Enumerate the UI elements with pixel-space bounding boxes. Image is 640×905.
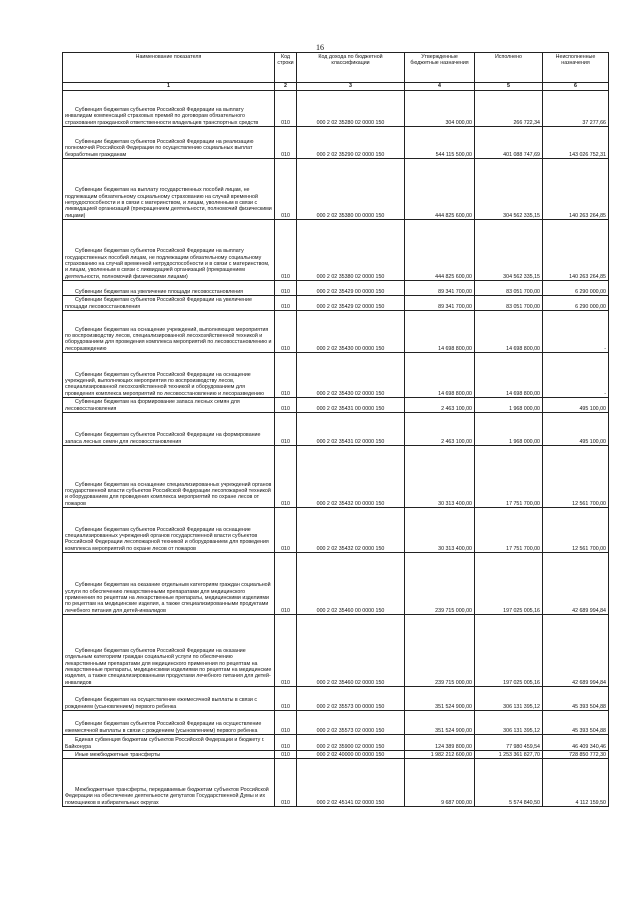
executed-amount: 306 131 395,12 — [475, 711, 543, 735]
table-body — [63, 91, 609, 807]
income-code: 000 2 02 35432 02 0000 150 — [297, 508, 405, 553]
income-code: 000 2 02 35380 02 0000 150 — [297, 220, 405, 281]
indicator-name: Субвенции бюджетам субъектов Российской Федерации на осуществление ежемесячной выплаты в связи с рождением (усыновлением) первого ребенка — [63, 711, 275, 735]
unexecuted-amount: 495 100,00 — [543, 413, 609, 446]
indicator-name: Субвенции бюджетам на оснащение учреждений, выполняющих мероприятия по воспроизводству лесов, специализированной лесохозяйственной техникой и оборудованием для проведения комплекса мероприятий по лесовосстановлению и лесоразведению — [63, 311, 275, 353]
table-row — [63, 446, 609, 508]
approved-amount: 444 825 600,00 — [405, 220, 475, 281]
income-code: 000 2 02 35460 00 0000 150 — [297, 553, 405, 615]
table-row — [63, 413, 609, 446]
income-code: 000 2 02 35280 02 0000 150 — [297, 91, 405, 127]
approved-amount: 304 000,00 — [405, 91, 475, 127]
unexecuted-amount: 143 026 752,31 — [543, 127, 609, 159]
indicator-name: Иные межбюджетные трансферты — [63, 751, 275, 759]
table-row — [63, 615, 609, 687]
budget-table — [62, 52, 609, 807]
executed-amount: 17 751 700,00 — [475, 508, 543, 553]
row-code: 010 — [275, 687, 297, 711]
row-code: 010 — [275, 311, 297, 353]
income-code: 000 2 02 35431 00 0000 150 — [297, 398, 405, 413]
table-row — [63, 398, 609, 413]
row-code: 010 — [275, 91, 297, 127]
unexecuted-amount: 45 393 504,88 — [543, 711, 609, 735]
header-unexecuted: Неисполненные назначения — [543, 53, 609, 83]
table-row — [63, 751, 609, 759]
approved-amount: 89 341 700,00 — [405, 281, 475, 296]
row-code: 010 — [275, 553, 297, 615]
executed-amount: 77 980 459,54 — [475, 735, 543, 751]
unexecuted-amount: - — [543, 311, 609, 353]
header-indicator-name: Наименование показателя — [63, 53, 275, 83]
approved-amount: 239 715 000,00 — [405, 553, 475, 615]
indicator-name: Субвенции бюджетам субъектов Российской Федерации на реализацию полномочий Российской Федерации по осуществлению социальных выплат безработным гражданам — [63, 127, 275, 159]
approved-amount: 351 524 900,00 — [405, 687, 475, 711]
table-row — [63, 553, 609, 615]
header-row-code: Код строки — [275, 53, 297, 83]
approved-amount: 1 982 212 600,00 — [405, 751, 475, 759]
column-number: 6 — [543, 83, 609, 91]
approved-amount: 89 341 700,00 — [405, 296, 475, 311]
executed-amount: 304 562 335,15 — [475, 220, 543, 281]
row-code: 010 — [275, 508, 297, 553]
approved-amount: 14 698 800,00 — [405, 311, 475, 353]
row-code: 010 — [275, 711, 297, 735]
row-code: 010 — [275, 735, 297, 751]
unexecuted-amount: 495 100,00 — [543, 398, 609, 413]
table-row — [63, 220, 609, 281]
income-code: 000 2 02 35429 00 0000 150 — [297, 281, 405, 296]
income-code: 000 2 02 40000 00 0000 150 — [297, 751, 405, 759]
indicator-name: Субвенции бюджетам на увеличение площади лесовосстановления — [63, 281, 275, 296]
income-code: 000 2 02 35460 02 0000 150 — [297, 615, 405, 687]
income-code: 000 2 02 35380 00 0000 150 — [297, 159, 405, 220]
table-row — [63, 311, 609, 353]
unexecuted-amount: 46 409 340,46 — [543, 735, 609, 751]
row-code: 010 — [275, 296, 297, 311]
page-number: 16 — [316, 43, 324, 52]
income-code: 000 2 02 45141 02 0000 150 — [297, 759, 405, 807]
unexecuted-amount: 728 850 772,30 — [543, 751, 609, 759]
table-row — [63, 711, 609, 735]
approved-amount: 2 463 100,00 — [405, 413, 475, 446]
indicator-name: Субвенции бюджетам на оснащение специализированных учреждений органов государственной власти субъектов Российской Федерации лесопожарной техникой и оборудованием для проведения комплекса мероприятий по охране лесов от пожаров — [63, 446, 275, 508]
table-row — [63, 759, 609, 807]
indicator-name: Субвенции бюджетам субъектов Российской Федерации на оснащение специализированных учреждений органов государственной власти субъектов Российской Федерации лесопожарной техникой и оборудованием для проведения комплекса мероприятий по охране лесов от пожаров — [63, 508, 275, 553]
executed-amount: 1 968 000,00 — [475, 413, 543, 446]
table-header — [63, 53, 609, 83]
table-row — [63, 687, 609, 711]
income-code: 000 2 02 35900 02 0000 150 — [297, 735, 405, 751]
unexecuted-amount: 37 277,66 — [543, 91, 609, 127]
executed-amount: 197 025 005,16 — [475, 615, 543, 687]
row-code: 010 — [275, 398, 297, 413]
row-code: 010 — [275, 220, 297, 281]
table-row — [63, 735, 609, 751]
indicator-name: Субвенции бюджетам на формирование запаса лесных семян для лесовосстановления — [63, 398, 275, 413]
income-code: 000 2 02 35573 02 0000 150 — [297, 711, 405, 735]
unexecuted-amount: 4 112 159,50 — [543, 759, 609, 807]
row-code: 010 — [275, 127, 297, 159]
executed-amount: 1 253 361 827,70 — [475, 751, 543, 759]
row-code: 010 — [275, 159, 297, 220]
income-code: 000 2 02 35430 00 0000 150 — [297, 311, 405, 353]
header-income-code: Код дохода по бюджетной классификации — [297, 53, 405, 83]
row-code: 010 — [275, 281, 297, 296]
indicator-name: Субвенции бюджетам на выплату государственных пособий лицам, не подлежащим обязательному социальному страхованию на случай временной нетрудоспособности и в связи с материнством, и лицам, уволенным в связи с ликвидацией организаций (прекращением деятельности, полномочий физическими лицами) — [63, 159, 275, 220]
approved-amount: 351 524 900,00 — [405, 711, 475, 735]
column-number: 5 — [475, 83, 543, 91]
income-code: 000 2 02 35573 00 0000 150 — [297, 687, 405, 711]
indicator-name: Единая субвенция бюджетам субъектов Российской Федерации и бюджету г. Байконура — [63, 735, 275, 751]
column-number: 1 — [63, 83, 275, 91]
executed-amount: 306 131 395,12 — [475, 687, 543, 711]
executed-amount: 14 698 800,00 — [475, 311, 543, 353]
unexecuted-amount: 12 561 700,00 — [543, 446, 609, 508]
indicator-name: Субвенции бюджетам субъектов Российской Федерации на увеличение площади лесовосстановления — [63, 296, 275, 311]
executed-amount: 401 088 747,69 — [475, 127, 543, 159]
approved-amount: 544 115 500,00 — [405, 127, 475, 159]
executed-amount: 304 562 335,15 — [475, 159, 543, 220]
executed-amount: 1 968 000,00 — [475, 398, 543, 413]
approved-amount: 124 389 800,00 — [405, 735, 475, 751]
executed-amount: 14 698 800,00 — [475, 353, 543, 398]
header-executed: Исполнено — [475, 53, 543, 83]
indicator-name: Межбюджетные трансферты, передаваемые бюджетам субъектов Российской Федерации на обеспечение деятельности депутатов Государственной Думы и их помощников в избирательных округах — [63, 759, 275, 807]
table-row — [63, 296, 609, 311]
indicator-name: Субвенции бюджетам на осуществление ежемесячной выплаты в связи с рождением (усыновлением) первого ребенка — [63, 687, 275, 711]
row-code: 010 — [275, 615, 297, 687]
indicator-name: Субвенции бюджетам субъектов Российской Федерации на выплату государственных пособий лицам, не подлежащим обязательному социальному страхованию на случай временной нетрудоспособности и в связи с материнством, и лицам, уволенным в связи с ликвидацией организаций (прекращением деятельности, полномочий физическими лицами) — [63, 220, 275, 281]
table-row — [63, 91, 609, 127]
executed-amount: 83 051 700,00 — [475, 281, 543, 296]
table-row — [63, 353, 609, 398]
column-number: 3 — [297, 83, 405, 91]
approved-amount: 30 313 400,00 — [405, 508, 475, 553]
approved-amount: 2 463 100,00 — [405, 398, 475, 413]
row-code: 010 — [275, 751, 297, 759]
approved-amount: 30 313 400,00 — [405, 446, 475, 508]
indicator-name: Субвенции бюджетам на оказание отдельным категориям граждан социальной услуги по обеспечению лекарственными препаратами для медицинского применения по рецептам на лекарственные препараты, медицинскими изделиями по рецептам на медицинские изделия, а также специализированными продуктами лечебного питания для детей-инвалидов — [63, 553, 275, 615]
row-code: 010 — [275, 759, 297, 807]
executed-amount: 83 051 700,00 — [475, 296, 543, 311]
income-code: 000 2 02 35430 02 0000 150 — [297, 353, 405, 398]
unexecuted-amount: 6 290 000,00 — [543, 281, 609, 296]
executed-amount: 197 025 005,16 — [475, 553, 543, 615]
indicator-name: Субвенции бюджетам субъектов Российской Федерации на оказание отдельным категориям граждан социальной услуги по обеспечению лекарственными препаратами для медицинского применения по рецептам на лекарственные препараты, медицинскими изделиями по рецептам на медицинские изделия, а также специализированными продуктами лечебного питания для детей-инвалидов — [63, 615, 275, 687]
indicator-name: Субвенции бюджетам субъектов Российской Федерации на оснащение учреждений, выполняющих мероприятия по воспроизводству лесов, специализированной лесохозяйственной техникой и оборудованием для проведения комплекса мероприятий по лесовосстановлению и лесоразведению — [63, 353, 275, 398]
column-number: 2 — [275, 83, 297, 91]
approved-amount: 239 715 000,00 — [405, 615, 475, 687]
unexecuted-amount: 45 393 504,88 — [543, 687, 609, 711]
table-row — [63, 281, 609, 296]
row-code: 010 — [275, 353, 297, 398]
executed-amount: 17 751 700,00 — [475, 446, 543, 508]
executed-amount: 266 722,34 — [475, 91, 543, 127]
approved-amount: 444 825 600,00 — [405, 159, 475, 220]
indicator-name: Субвенция бюджетам субъектов Российской Федерации на выплату инвалидам компенсаций страховых премий по договорам обязательного страхования гражданской ответственности владельцев транспортных средств — [63, 91, 275, 127]
approved-amount: 9 687 000,00 — [405, 759, 475, 807]
income-code: 000 2 02 35431 02 0000 150 — [297, 413, 405, 446]
header-approved: Утвержденные бюджетные назначения — [405, 53, 475, 83]
indicator-name: Субвенции бюджетам субъектов Российской Федерации на формирование запаса лесных семян для лесовосстановления — [63, 413, 275, 446]
executed-amount: 5 574 840,50 — [475, 759, 543, 807]
unexecuted-amount: 12 561 700,00 — [543, 508, 609, 553]
unexecuted-amount: 140 263 264,85 — [543, 159, 609, 220]
table-row — [63, 127, 609, 159]
unexecuted-amount: 42 689 994,84 — [543, 615, 609, 687]
row-code: 010 — [275, 446, 297, 508]
income-code: 000 2 02 35290 02 0000 150 — [297, 127, 405, 159]
row-code: 010 — [275, 413, 297, 446]
unexecuted-amount: 6 290 000,00 — [543, 296, 609, 311]
unexecuted-amount: 140 263 264,85 — [543, 220, 609, 281]
table-row — [63, 508, 609, 553]
table-row — [63, 159, 609, 220]
approved-amount: 14 698 800,00 — [405, 353, 475, 398]
unexecuted-amount: - — [543, 353, 609, 398]
unexecuted-amount: 42 689 994,84 — [543, 553, 609, 615]
column-number: 4 — [405, 83, 475, 91]
column-numbers-row — [63, 83, 609, 91]
income-code: 000 2 02 35429 02 0000 150 — [297, 296, 405, 311]
income-code: 000 2 02 35432 00 0000 150 — [297, 446, 405, 508]
